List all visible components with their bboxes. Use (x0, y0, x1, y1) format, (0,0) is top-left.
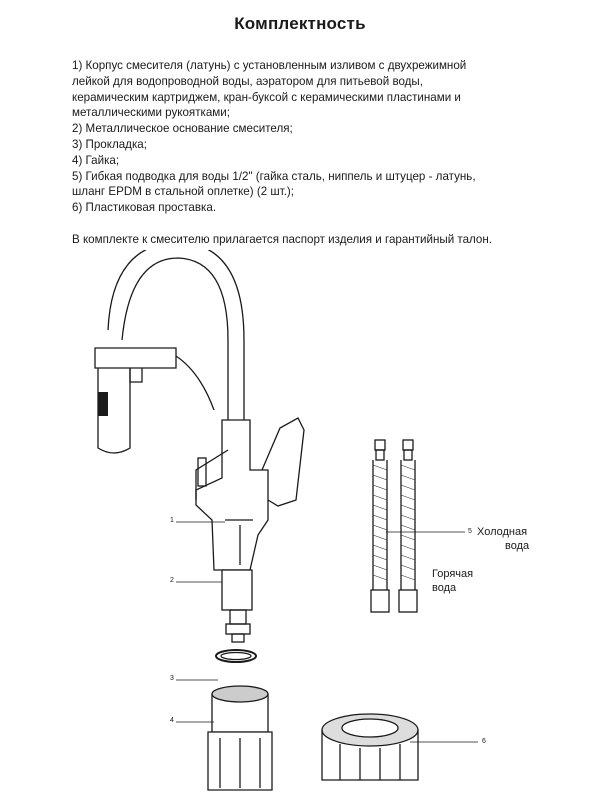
list-item: керамическим картриджем, кран-буксой с керамическими пластинами и (72, 90, 461, 104)
nut (208, 686, 272, 790)
list-item: лейкой для водопроводной воды, аэратором для питьевой воды, (72, 74, 423, 88)
flexible-hose-cold (371, 440, 389, 612)
list-item: металлическими рукоятками; (72, 106, 230, 120)
spray-head (95, 348, 214, 453)
faucet-body (196, 418, 304, 570)
list-item: 6) Пластиковая проставка. (72, 201, 217, 215)
gasket (216, 650, 256, 662)
callout-5: 5 (468, 528, 472, 535)
list-item: 4) Гайка; (72, 153, 120, 167)
package-note: В комплекте к смесителю прилагается паспорт изделия и гарантийный талон. (72, 233, 492, 246)
plastic-spacer (322, 714, 418, 780)
list-item: 5) Гибкая подводка для воды 1/2" (гайка сталь, ниппель и штуцер - латунь, (72, 169, 476, 183)
faucet-base (222, 570, 252, 642)
page-title: Комплектность (234, 14, 366, 33)
cold-water-label: Холодная вода (477, 526, 530, 552)
list-item: 1) Корпус смесителя (латунь) с установленным изливом с двухрежимной (72, 59, 467, 72)
list-item: шланг EPDM в стальной оплетке) (2 шт.); (72, 185, 294, 199)
list-item: 3) Прокладка; (72, 137, 147, 151)
gasket-inner (221, 653, 251, 660)
callout-4: 4 (170, 717, 174, 724)
callout-3: 3 (170, 675, 174, 682)
list-item: 2) Металлическое основание смесителя; (72, 122, 293, 136)
callout-2: 2 (170, 577, 174, 584)
hose-braiding (373, 465, 415, 580)
hot-water-label: Горячая вода (432, 568, 474, 594)
callout-6: 6 (482, 738, 486, 745)
parts-list (72, 58, 542, 216)
callout-1: 1 (170, 517, 174, 524)
flexible-hose-hot (399, 440, 417, 612)
